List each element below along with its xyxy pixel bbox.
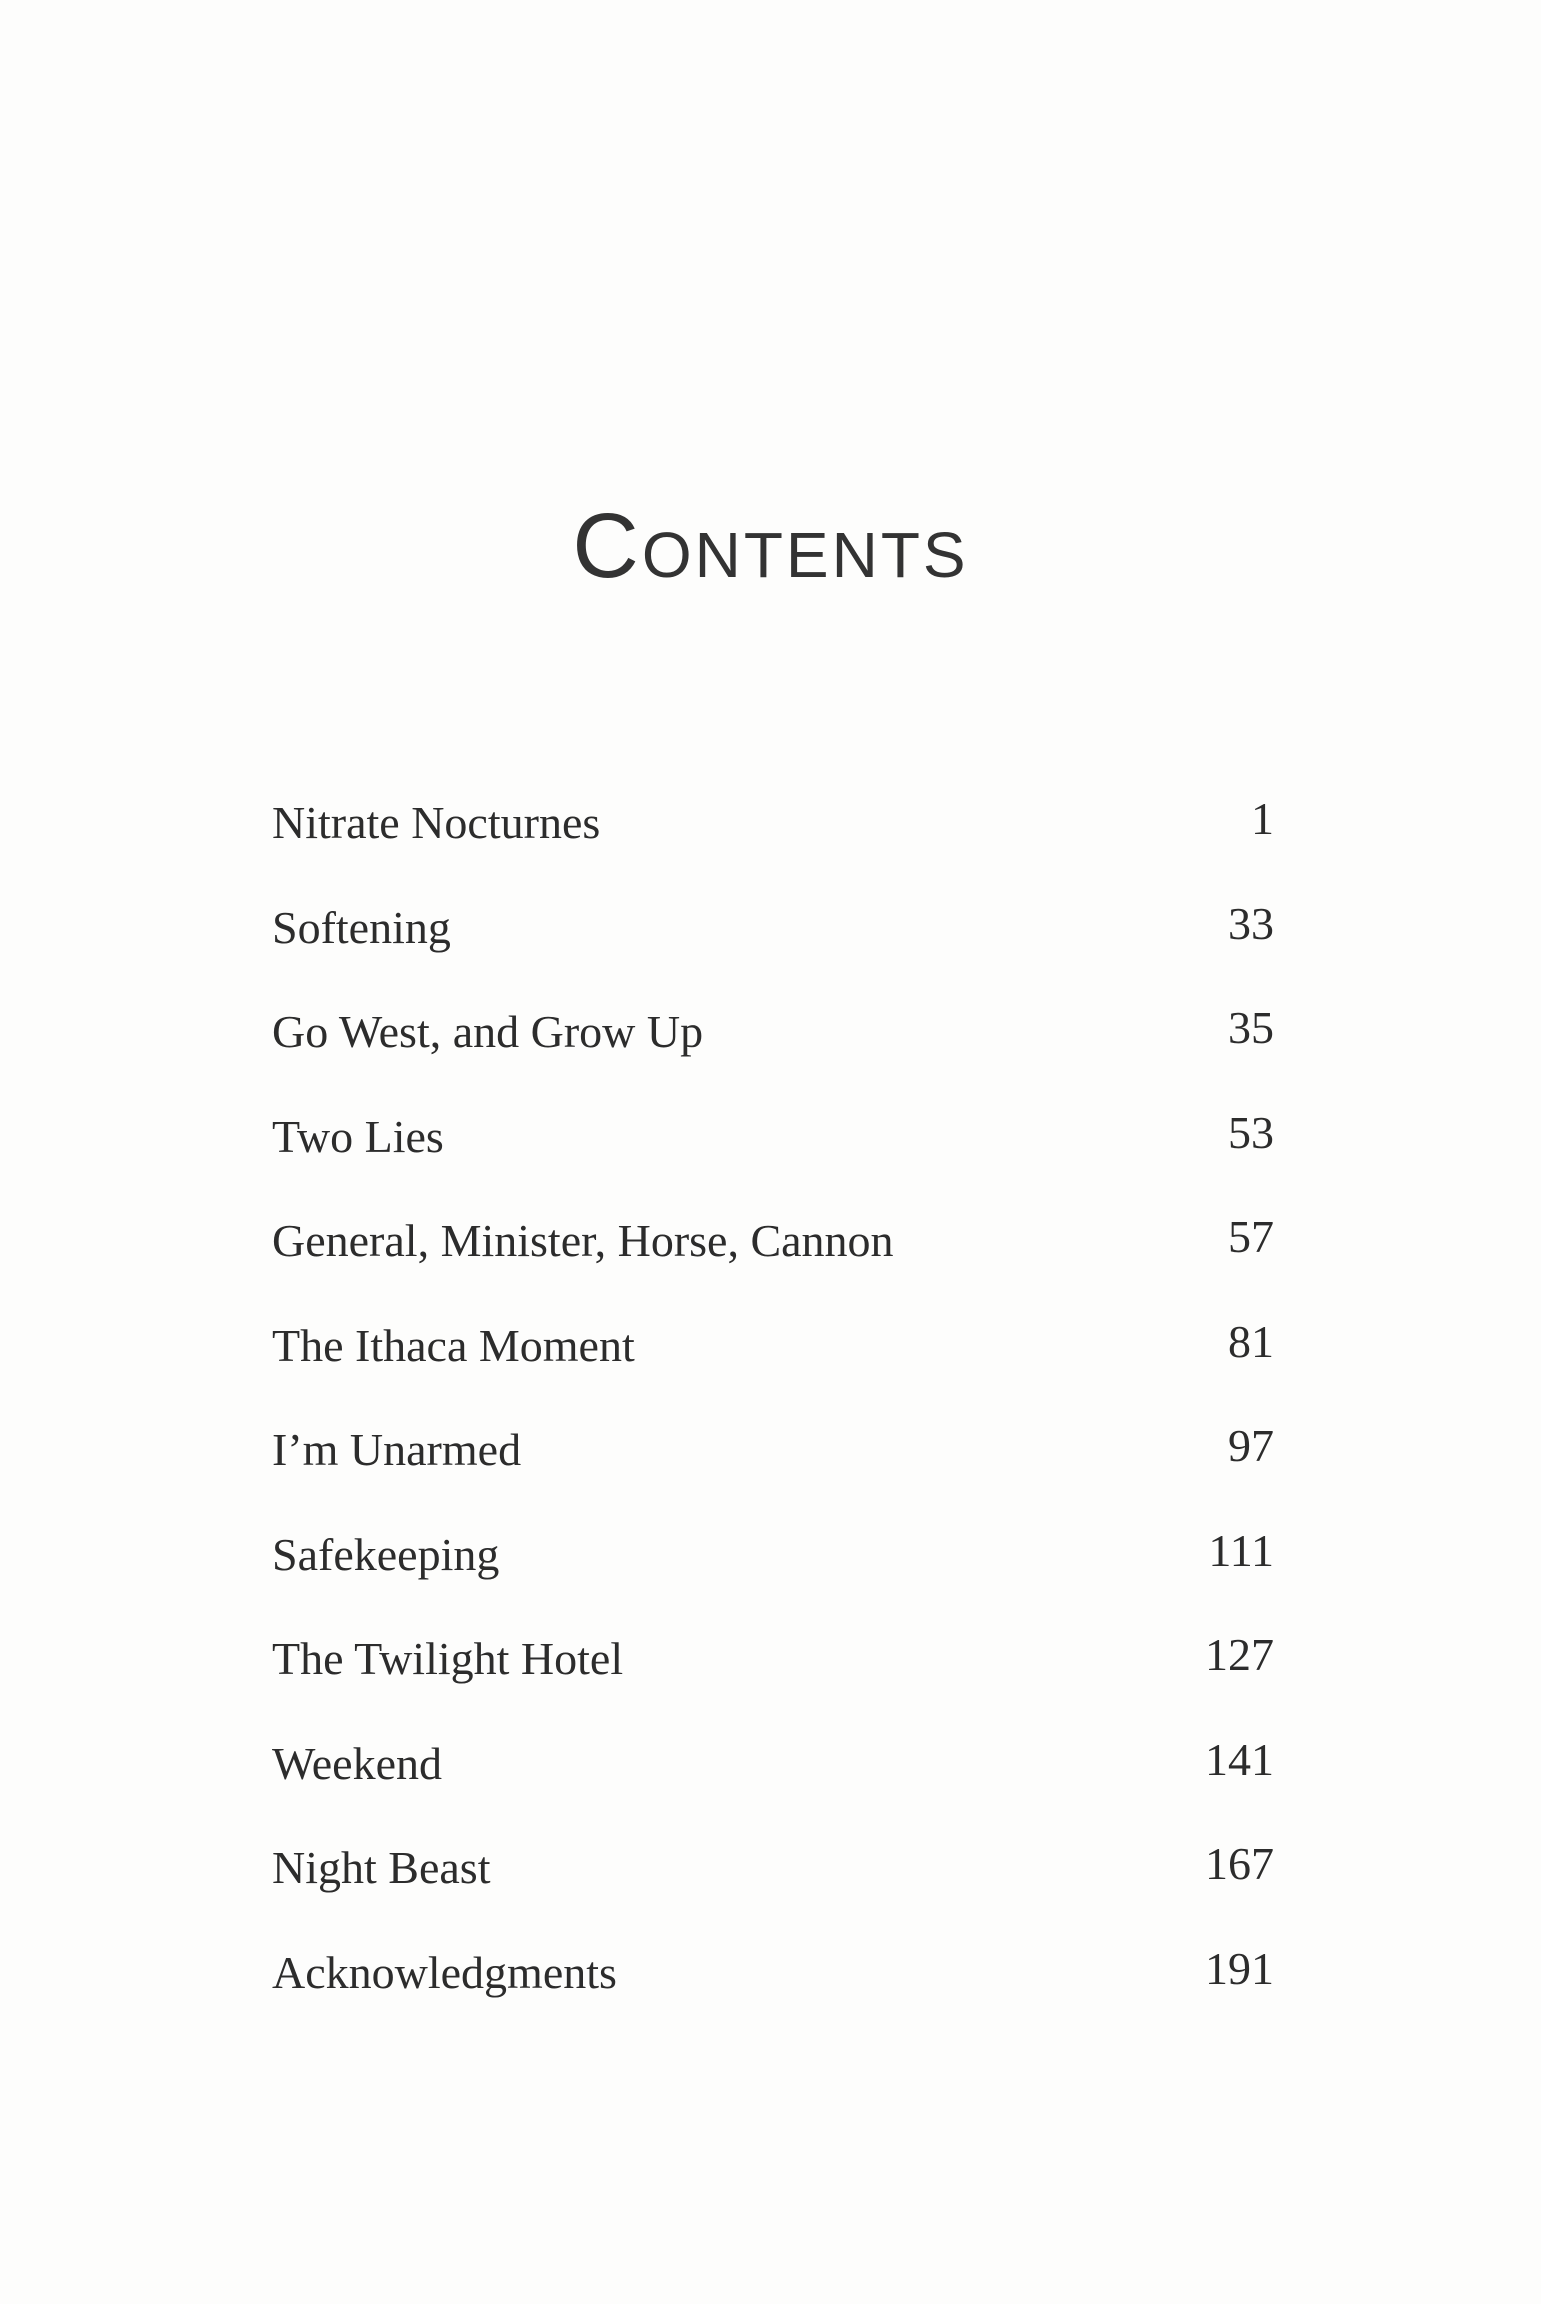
toc-entry[interactable] <box>272 1733 1274 1841</box>
toc-entry-page: 1 <box>1251 793 1274 844</box>
toc-entry[interactable] <box>272 1213 1274 1318</box>
toc-entry-title: Softening <box>272 901 451 953</box>
toc-entry-title: Weekend <box>272 1737 442 1789</box>
toc-entry[interactable] <box>272 1942 1274 2050</box>
toc-entry-title: The Twilight Hotel <box>272 1633 624 1684</box>
toc-entry[interactable] <box>272 1840 1274 1945</box>
toc-entry-page: 167 <box>1205 1838 1274 1889</box>
toc-entry-title: Nitrate Nocturnes <box>272 797 601 848</box>
toc-entry-page: 191 <box>1205 1942 1274 1994</box>
toc-entry-title: I’m Unarmed <box>272 1424 522 1475</box>
toc-entry[interactable] <box>272 1524 1274 1632</box>
toc-entry[interactable] <box>272 1004 1274 1109</box>
page-title: Contents <box>572 495 969 597</box>
toc-entry-page: 127 <box>1205 1629 1274 1680</box>
toc-entry[interactable] <box>272 1631 1274 1736</box>
toc-entry-title: Safekeeping <box>272 1528 500 1580</box>
toc-entry-page: 81 <box>1228 1315 1274 1367</box>
toc-entry-page: 53 <box>1228 1106 1274 1158</box>
toc-entry-page: 35 <box>1228 1002 1274 1053</box>
table-of-contents <box>272 795 1274 2049</box>
toc-entry-title: Night Beast <box>272 1842 491 1893</box>
toc-entry-title: The Ithaca Moment <box>272 1319 635 1371</box>
toc-entry[interactable] <box>272 897 1274 1005</box>
toc-entry-title: Two Lies <box>272 1110 444 1162</box>
toc-entry-page: 141 <box>1205 1733 1274 1785</box>
toc-entry-page: 97 <box>1228 1420 1274 1471</box>
toc-entry-title: General, Minister, Horse, Cannon <box>272 1215 894 1266</box>
toc-entry[interactable] <box>272 1315 1274 1423</box>
toc-entry[interactable] <box>272 1422 1274 1527</box>
toc-entry-page: 111 <box>1208 1524 1274 1576</box>
toc-entry[interactable] <box>272 795 1274 900</box>
toc-entry-page: 33 <box>1228 897 1274 949</box>
toc-entry[interactable] <box>272 1106 1274 1214</box>
toc-entry-title: Go West, and Grow Up <box>272 1006 704 1057</box>
toc-entry-page: 57 <box>1228 1211 1274 1262</box>
toc-entry-title: Acknowledgments <box>272 1946 617 1998</box>
